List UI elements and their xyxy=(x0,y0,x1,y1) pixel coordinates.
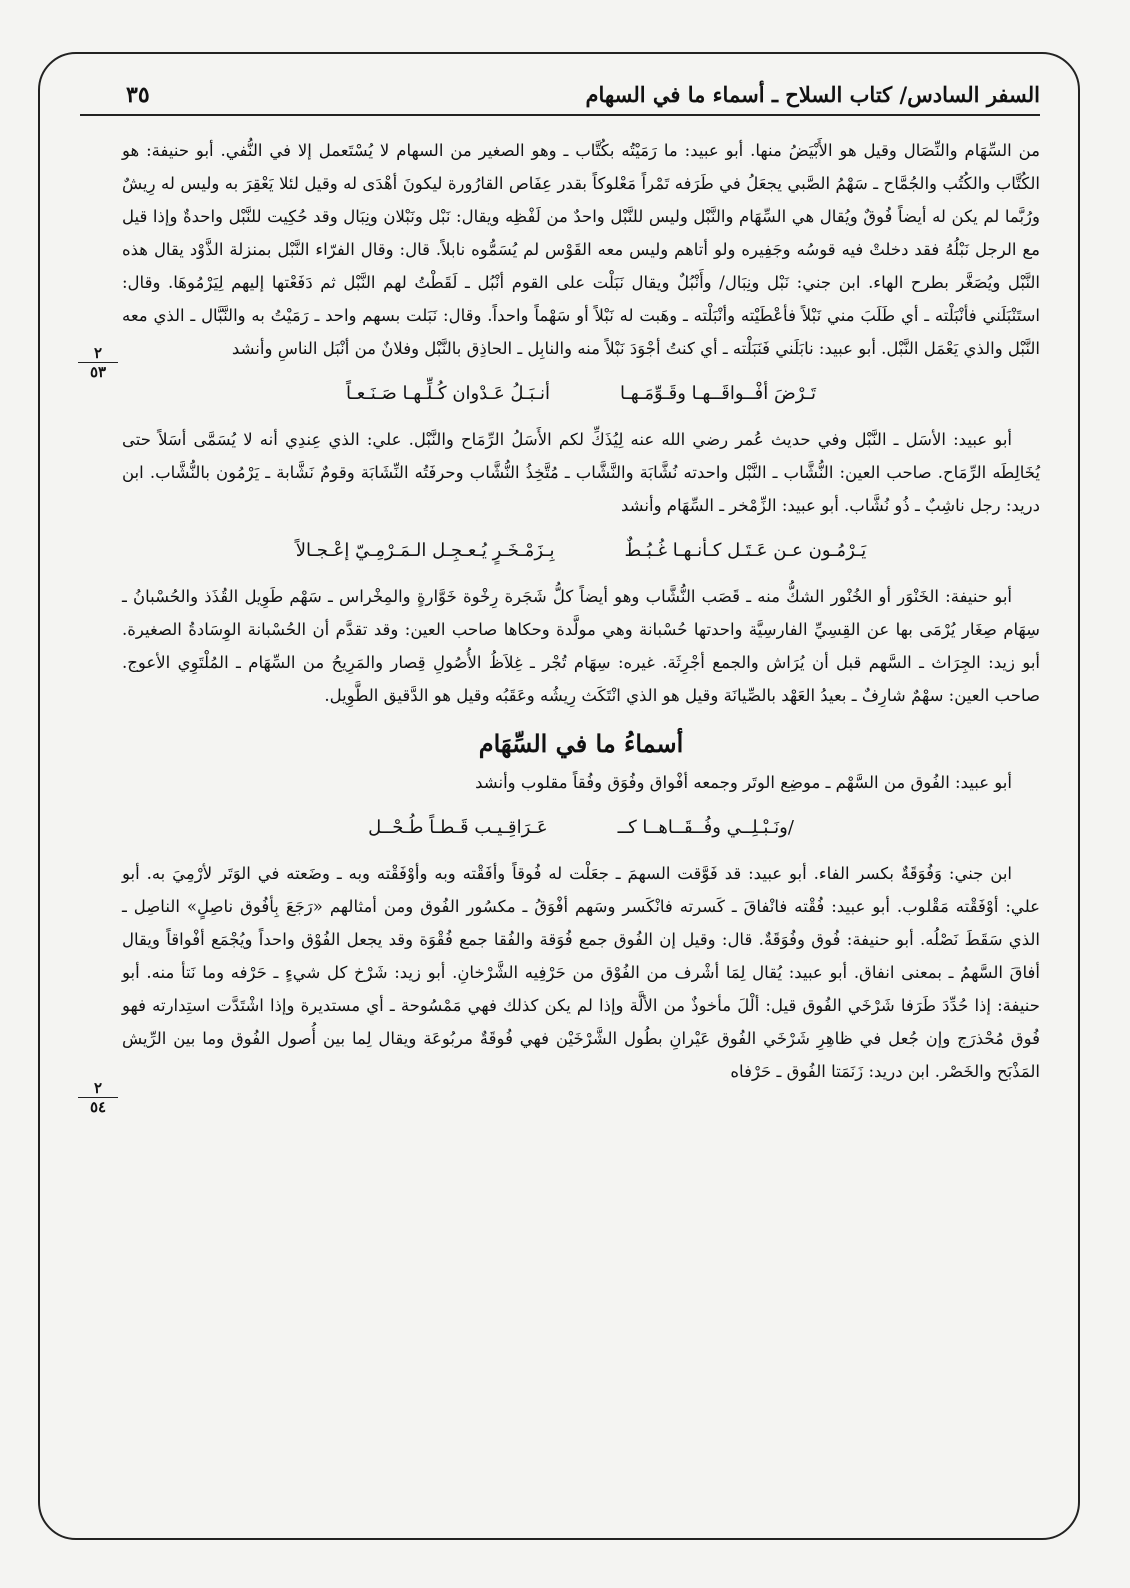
page-number: ٣٥ xyxy=(126,82,150,108)
paragraph: أبو حنيفة: الخَنْوَر أو الخُنْور الشكُّ منه ـ قَصَب النُّشَّاب وهو أيضاً كلُّ شَجَرة رِخْوة خَوَّارةٍ والمِخْراس ـ سَهْم طَوِيل القُذَذ والحُسْبانُ ـ سِهَام صِغَار يُرْمَى بها عن القِسِيِّ الفارسِيَّة واحدتها حُسْبانة وهي مولَّدة وحكاها صاحب العين: وقد تقدَّم أن الحُسْبانة الوِسَادةُ الصغيرة. أبو زيد: الجِرَاث ـ السَّهم قبل أن يُرَاش والجمع أجْرِثَة. غيره: سِهَام تُجْر ـ غِلاَظُ الأُصُولِ قِصار والمَرِيحُ من السِّهَام ـ المُلْتَوِي الأعوج. صاحب العين: سهْمٌ شارِفٌ ـ بعيدُ العَهْد بالصِّيانَة وقيل هو الذي انْتَكَث رِيشُه وعَقَبُه وقيل هو الدَّقيق الطَّوِيل. xyxy=(122,587,1040,705)
margin-folio-note xyxy=(78,1081,118,1114)
paragraph: أبو عبيد: الفُوق من السَّهْم ـ موضِع الوتَر وجمعه أفْواق وفُوَق وفُقاً مقلوب وأنشد xyxy=(475,773,1012,792)
paragraph: من السِّهَام والنِّصَال وقيل هو الأَبْيَضُ منها. أبو عبيد: ما رَمَيْتُه بكُتَّاب ـ وهو الصغير من السهام لا يُسْتَعمل إلا في النُّفي. أبو حنيفة: هو الكُتَّاب والكُتُب والجُمَّاح ـ سَهْمُ الصَّبي يجعَلُ في طَرَفه تَمْراً مَعْلوكاً بقدر عِفَاص القارُورة ليكونَ أهْدَى له وقيل لئلا يَعْقِرَ به وليس له رِيشٌ ورُبَّما لم يكن له أيضاً فُوقٌ ويُقال هي السِّهَام والنَّبْل وليس للنَّبْل واحدٌ من لَفْظِه ويقال: نَبْل ونَبْلان ونِبَال وقد حُكِيت للنَّبْل واحدةٌ وإذا قيل مع الرجل نَبْلُهُ فقد دخلتْ فيه قوسُه وجَفِيره ولو أتاهم وليس معه القَوْس لم يُسَمُّوه نابلاً. قال: وقال الفرّاء النَّبْل بمنزلة الذَّوْد يقال هذه النَّبْل ويُصَغَّر بطرح الهاء. ابن جني: نَبْل ونِبَال/ وأَنْبُلٌ ويقال نَبَلْت على القوم أنْبُل ـ لَقَطْتُ لهم النَّبْل ثم دَفَعْتها إليهم لِيَرْمُوهَا. وقال: استَنْبَلَني فأنْبَلْته ـ أي طَلَبَ مني نَبْلاً فأعْطَيْته وأنْبَلْته ـ وهَبت له نَبْلاً أو سَهْماً واحداً. وقال: نَبَلت بسهم واحد ـ رَمَيْتُ به والنَّبَّال ـ الذي معه النَّبْل والذي يَعْمَل النَّبْل. أبو عبيد: نابَلَني فَنَبَلْته ـ أي كنتُ أجْوَدَ نَبْلاً منه والنابِل ـ الحاذِق بالنَّبْل وفلانٌ من أنْبَل الناسِ وأنشد xyxy=(122,141,1040,358)
verse-line xyxy=(122,536,1040,566)
margin-note-denominator: ٥٣ xyxy=(89,363,107,381)
verse-hemistich-left: عَـرَاقِـيـب قَـطـاً طُـحْــل xyxy=(368,817,548,838)
page-header xyxy=(80,78,1040,116)
section-heading: أسماءُ ما في السِّهَام xyxy=(478,729,684,758)
verse-hemistich-left: بِـزَمْـخَـرٍ يُـعـجِـل الـمَـرْمِـيّ إعْـجـالاً xyxy=(295,540,555,561)
verse-line xyxy=(122,813,1040,843)
margin-note-numerator: ٢ xyxy=(78,1081,118,1098)
margin-folio-note xyxy=(78,346,118,379)
verse-hemistich-right: تَـرْضَ أفْــواقَــهـا وقَـوِّمَـهـا xyxy=(620,383,816,404)
verse-hemistich-right: يَـرْمُـون عـن عَـتَـل كـأنـهـا غُـبُـطٌ xyxy=(624,540,867,561)
margin-note-numerator: ٢ xyxy=(78,346,118,363)
paragraph: أبو عبيد: الأسَل ـ النَّبْل وفي حديث عُمر رضي الله عنه لِيُذَكِّ لكم الأَسَلُ الرِّمَاح والنَّبْل. علي: الذي عِندِي أنه لا يُسَمَّى أسَلاً حتى يُخَالِطَه الرِّمَاح. صاحب العين: النُّشَّاب ـ النَّبْل واحدته نُشَّابَة والنَّشَّاب ـ مُتَّخِذُ النُّشَّاب وحرفَتُه النِّشَابَة وقومٌ نَشَّابة ـ يَرْمُون بالنُّشَّاب. ابن دريد: رجل ناشِبٌ ـ ذُو نُشَّاب. أبو عبيد: الزِّمْخر ـ السِّهَام وأنشد xyxy=(122,430,1040,515)
running-title: السفر السادس/ كتاب السلاح ـ أسماء ما في السهام xyxy=(585,82,1040,107)
margin-note-denominator: ٥٤ xyxy=(89,1098,107,1116)
verse-hemistich-left: أنـبَـلُ عَـدْوان كُـلِّـهـا صَـنَـعـاً xyxy=(346,383,551,404)
verse-line xyxy=(122,379,1040,409)
main-text xyxy=(122,134,1040,1524)
paragraph: ابن جني: وَفُوَقَةٌ بكسر الفاء. أبو عبيد: قد فَوَّقت السهمَ ـ جعَلْت له فُوقاً وأفَقْته وبه وأوْفَقْته وبه ـ وضَعته في الوَتَر لأرْمِيَ به. أبو علي: أوْفَقْته مَقْلوب. أبو عبيد: فُقْته فانْفاقَ ـ كَسرته فانْكَسر وسَهم أفْوَقُ ـ مكسُور الفُوق ومن أمثالهم «رَجَعَ بِأفُوق ناصِلٍ» الناصِل ـ الذي سَقَطَ نَصْلُه. أبو حنيفة: فُوق وفُوَقَةٌ. قال: وقيل إن الفُوق جمع فُوَقة والفُقا جمع فُقْوَة وقد يجعل الفُوْق واحداً ويُجْمَع أفْواقاً ويقال أفاقَ السَّهمُ ـ بمعنى انفاق. أبو عبيد: يُقال لِمَا أشْرف من الفُوْق من حَرْفِيه الشَّرْخانِ. أبو زيد: شَرْخ كل شيءٍ ـ حَرْفه وما نَتأ منه. أبو حنيفة: إذا حُدِّدَ طَرَفا شَرْخَي الفُوق قيل: ألْلَ مأخوذٌ من الألَّة وإذا لم يكن كذلك فهي مَمْسُوحة ـ أي مستديرة وإذا اشْتَدَّت استِدارته فهو فُوق مُحْذرَج وإن جُعل في ظاهِرِ شَرْخَي الفُوق عَيْرانِ بطُول الشَّرْخَيْن فهي فُوقَةٌ مربُوعَة ويقال لِما بين أُصول الفُوق وما بين الرِّيش المَذْبَح والخَصْر. ابن دريد: زَنَمَتا الفُوق ـ حَرْفاه xyxy=(122,864,1040,1081)
verse-hemistich-right: /ونَـبْـلِــي وفُــقَــاهــا كــ xyxy=(617,817,794,838)
